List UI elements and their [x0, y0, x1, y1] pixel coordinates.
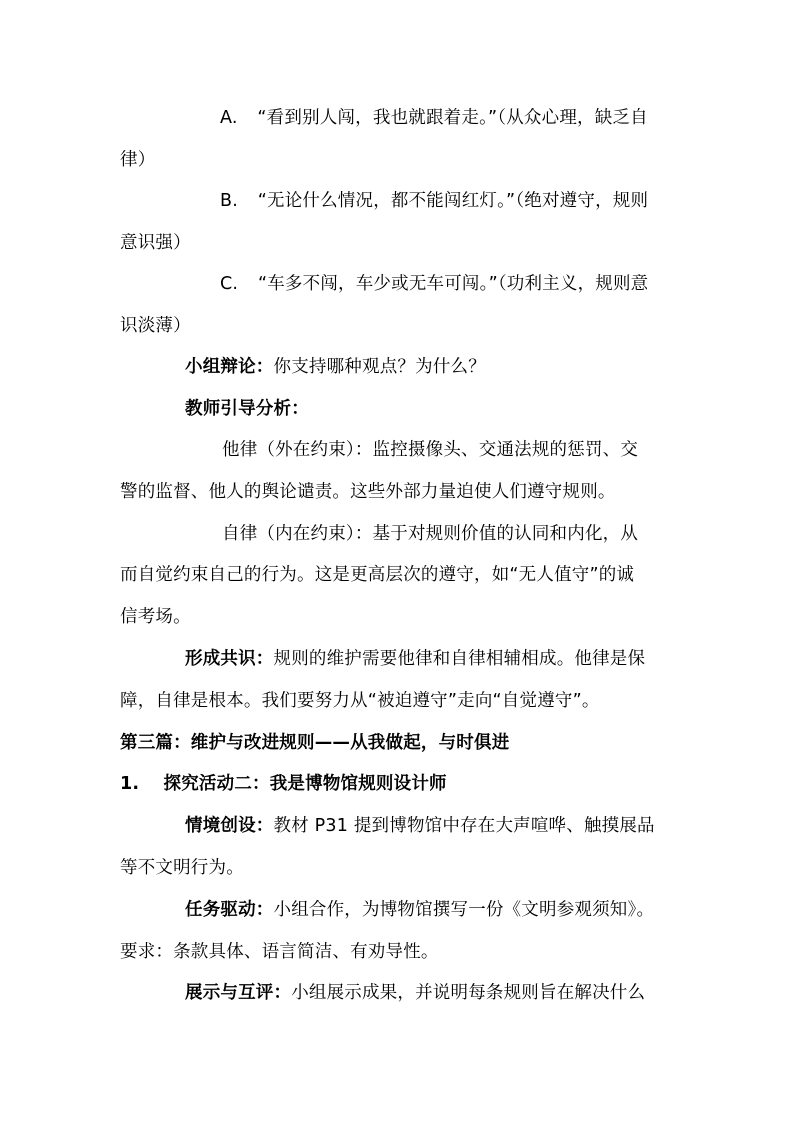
task-line1 [185, 898, 654, 922]
activity2-number: 1. [120, 774, 140, 794]
activity2-heading [120, 772, 447, 796]
autonomy-line2: 而自觉约束自己的行为。这是更高层次的遵守，如“无人值守”的诚 [120, 565, 635, 585]
heteronomy-line2: 警的监督、他人的舆论谴责。这些外部力量迫使人们遵守规则。 [120, 482, 616, 502]
task-label: 任务驱动： [185, 900, 274, 920]
showcase-text: 小组展示成果，并说明每条规则旨在解决什么 [291, 983, 646, 1003]
teacher-guidance-label: 教师引导分析： [185, 399, 309, 419]
consensus-label: 形成共识： [185, 649, 274, 669]
activity2-title: 探究活动二：我是博物馆规则设计师 [163, 774, 447, 794]
option-a-line2: 律） [120, 150, 156, 170]
showcase-line1 [185, 981, 645, 1005]
heteronomy-line1: 他律（外在约束）：监控摄像头、交通法规的惩罚、交 [222, 440, 639, 460]
scenario-line1 [185, 814, 655, 838]
option-b-line2: 意识强） [120, 233, 191, 253]
option-c-line1 [220, 272, 648, 296]
consensus-line1 [185, 647, 645, 671]
group-debate-line [185, 355, 486, 379]
section3-heading: 第三篇：维护与改进规则——从我做起，与时俱进 [120, 733, 510, 753]
option-a-line1 [220, 106, 648, 130]
task-text: 小组合作，为博物馆撰写一份《文明参观须知》。 [273, 900, 655, 920]
consensus-line2: 障，自律是根本。我们要努力从“被迫遵守”走向“自觉遵守”。 [120, 691, 600, 711]
option-a-label: A. [220, 108, 238, 128]
scenario-label: 情境创设： [185, 816, 274, 836]
option-b-text: “无论什么情况，都不能闯红灯。”（绝对遵守，规则 [257, 191, 649, 211]
consensus-text: 规则的维护需要他律和自律相辅相成。他律是保 [273, 649, 646, 669]
option-b-label: B. [220, 191, 238, 211]
group-debate-text: 你支持哪种观点？为什么？ [273, 357, 486, 377]
option-c-line2: 识淡薄） [120, 316, 191, 336]
group-debate-label: 小组辩论： [185, 357, 274, 377]
scenario-text: 教材 P31 提到博物馆中存在大声喧哗、触摸展品 [273, 816, 655, 836]
autonomy-line3: 信考场。 [120, 607, 191, 627]
scenario-line2: 等不文明行为。 [120, 858, 244, 878]
task-line2: 要求：条款具体、语言简洁、有劝导性。 [120, 942, 439, 962]
showcase-label: 展示与互评： [185, 983, 292, 1003]
option-b-line1 [220, 189, 648, 213]
option-a-text: “看到别人闯，我也就跟着走。”（从众心理，缺乏自 [257, 108, 648, 128]
autonomy-line1: 自律（内在约束）：基于对规则价值的认同和内化，从 [222, 524, 639, 544]
option-c-text: “车多不闯，车少或无车可闯。”（功利主义，规则意 [257, 274, 649, 294]
option-c-label: C. [220, 274, 239, 294]
